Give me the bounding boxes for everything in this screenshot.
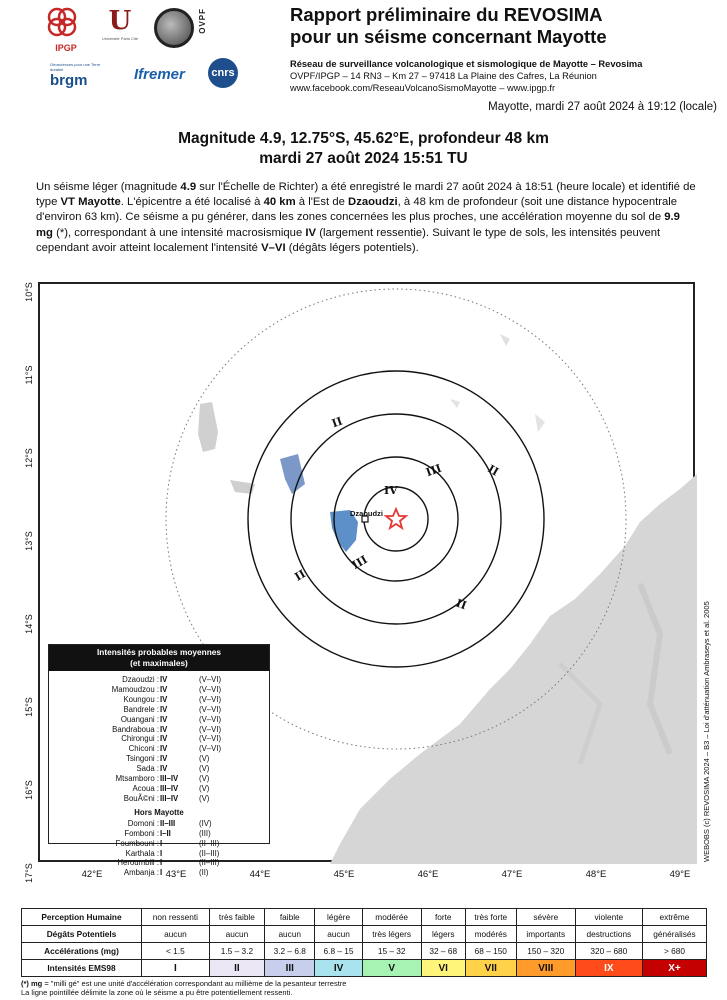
- scale-cell: très forte: [465, 909, 516, 926]
- legend-subtitle: Hors Mayotte: [134, 807, 184, 817]
- legend-name: Chirongui :: [121, 734, 159, 744]
- headline-magnitude: Magnitude 4.9, 12.75°S, 45.62°E, profondeur 48 km: [178, 130, 549, 147]
- scale-cell: sévère: [516, 909, 575, 926]
- ems-cell: VII: [465, 960, 516, 977]
- cnrs-logo: cnrs: [208, 58, 238, 88]
- scale-row: [22, 909, 707, 926]
- legend-val: IV: [160, 734, 168, 744]
- legend-name: Ambanja :: [123, 868, 159, 878]
- ring-II: [248, 371, 544, 667]
- legend-max: (V–VI): [199, 694, 222, 704]
- ems-cell: VIII: [516, 960, 575, 977]
- legend-row: [49, 784, 269, 794]
- scale-cell: très légers: [362, 926, 421, 943]
- ems-scale-table: [21, 908, 707, 977]
- scale-cell: 6.8 – 15: [315, 943, 362, 960]
- legend-val: IV: [160, 684, 168, 694]
- legend-row: [49, 794, 269, 804]
- legend-max: (V–VI): [199, 724, 222, 734]
- legend-name: Bandrele :: [123, 704, 159, 714]
- intensity-map: [0, 272, 727, 902]
- report-timestamp: Mayotte, mardi 27 août 2024 à 19:12 (locale): [488, 101, 717, 113]
- legend-val: I: [160, 838, 163, 848]
- ipgp-icon: [46, 6, 78, 38]
- ems-cell: II: [209, 960, 264, 977]
- legend-name: Acoua :: [132, 783, 159, 793]
- report-title-line2: pour un séisme concernant Mayotte: [290, 26, 607, 47]
- scale-cell: 68 – 150: [465, 943, 516, 960]
- ems-row-head: Intensités EMS98: [22, 960, 142, 977]
- legend-row: [49, 839, 269, 849]
- latitude-label: 12°S: [24, 448, 34, 468]
- network-name: Réseau de surveillance volcanologique et sismologique de Mayotte – Revosima: [290, 59, 643, 69]
- legend-name: Fomboni :: [124, 828, 159, 838]
- scale-cell: forte: [421, 909, 465, 926]
- upc-logo: [98, 6, 142, 56]
- ring-III-outer: [291, 414, 501, 624]
- upc-text: Université Paris Cité: [101, 36, 139, 41]
- longitude-label: 46°E: [417, 869, 439, 880]
- legend-row: [49, 849, 269, 859]
- longitude-label: 47°E: [501, 869, 523, 880]
- ems-cell: I: [142, 960, 210, 977]
- longitude-label: 43°E: [165, 869, 187, 880]
- ipgp-text: IPGP: [55, 43, 77, 53]
- legend-val: IV: [160, 764, 168, 774]
- legend-max: (V–VI): [199, 744, 222, 754]
- ring-label-ii-d: II: [454, 596, 469, 613]
- scale-cell: légère: [315, 909, 362, 926]
- legend-max: (V–VI): [199, 675, 222, 684]
- ems-cell: IX: [575, 960, 642, 977]
- legend-row: [49, 715, 269, 725]
- legend-val: IV: [160, 704, 168, 714]
- legend-name: Sada :: [136, 764, 159, 774]
- ems-cell: IV: [315, 960, 362, 977]
- legend-max: (II–III): [199, 848, 220, 858]
- ems-row: [22, 960, 707, 977]
- longitude-label: 42°E: [81, 869, 103, 880]
- legend-val: III–IV: [160, 774, 179, 784]
- longitude-label: 48°E: [585, 869, 607, 880]
- scale-cell: 3.2 – 6.8: [265, 943, 315, 960]
- legend-max: (V–VI): [199, 704, 222, 714]
- legend-val: II–III: [160, 818, 176, 828]
- legend-name: BouÃ©ni :: [123, 793, 159, 803]
- summary-paragraph: Un séisme léger (magnitude 4.9 sur l'Échelle de Richter) a été enregistré le mardi 27 août 2024 à 18:51 (heure locale) et identifié de type VT Mayotte. L'épicentre a été localisé à 40 km à l'Est de Dzaoudzi, à 48 km de profondeur (soit une distance hypocentrale d'environ 63 km). Ce séisme a pu générer, dans les zones concernées les plus proches, une accélération moyenne du sol de 9.9 mg (*), correspondant à une intensité macrosismique IV (largement ressentie). Suivant le type de sols, les intensités peuvent cependant avoir atteint localement l'intensité V–VI (dégâts légers potentiels).: [36, 181, 696, 254]
- legend-name: Koungou :: [123, 694, 159, 704]
- longitude-label: 45°E: [333, 869, 355, 880]
- grande-comore: [198, 402, 218, 452]
- ifremer-text: Ifremer: [134, 66, 185, 83]
- ring-label-ii-a: II: [330, 414, 345, 431]
- legend-val: I–II: [160, 828, 171, 838]
- legend-max: (V): [199, 783, 210, 793]
- legend-val: I: [160, 848, 163, 858]
- longitude-label: 44°E: [249, 869, 271, 880]
- latitude-label: 10°S: [24, 282, 34, 302]
- legend-name: Mtsamboro :: [115, 774, 159, 784]
- report-title-line1: Rapport préliminaire du REVOSIMA: [290, 4, 603, 25]
- ring-label-iii-b: III: [349, 553, 370, 572]
- ring-label-iii-a: III: [424, 461, 444, 480]
- ring-label-ii-b: II: [485, 462, 501, 479]
- legend-row: [49, 705, 269, 715]
- legend-max: (II): [199, 868, 209, 878]
- latitude-label: 16°S: [24, 780, 34, 800]
- legend-name: Foumbouni :: [115, 838, 159, 848]
- legend-name: Karthala :: [125, 848, 159, 858]
- legend-name: Mamoudzou :: [111, 684, 159, 694]
- legend-row: [49, 695, 269, 705]
- legend-val: I: [160, 858, 163, 868]
- legend-val: I: [160, 868, 163, 878]
- legend-name: Domoni :: [127, 818, 159, 828]
- scale-cell: aucun: [265, 926, 315, 943]
- legend-val: IV: [160, 675, 168, 684]
- epicenter-star: [386, 509, 406, 528]
- ems-cell: V: [362, 960, 421, 977]
- scale-row: [22, 926, 707, 943]
- scale-cell: 32 – 68: [421, 943, 465, 960]
- legend-max: (IV): [199, 818, 212, 828]
- footnote-mg: (*) mg = "milli gé" est une unité d'accélération correspondant au millième de la pesanteur terrestre: [21, 979, 347, 988]
- legend-name: Bandraboua :: [112, 724, 159, 734]
- scale-cell: modérée: [362, 909, 421, 926]
- scale-cell: aucun: [315, 926, 362, 943]
- latitude-label: 17°S: [24, 863, 34, 883]
- upc-icon: U: [108, 6, 132, 36]
- scale-cell: généralisés: [642, 926, 706, 943]
- legend-name: Ouangani :: [120, 714, 159, 724]
- social-links[interactable]: www.facebook.com/ReseauVolcanoSismoMayotte – www.ipgp.fr: [290, 83, 556, 93]
- legend-name: Chiconi :: [128, 744, 159, 754]
- footnotes: [21, 979, 346, 997]
- legend-max: (II–III): [199, 858, 220, 868]
- legend-val: IV: [160, 744, 168, 754]
- scale-cell: non ressenti: [142, 909, 210, 926]
- madagascar-land: [330, 474, 697, 864]
- address: OVPF/IPGP – 14 RN3 – Km 27 – 97418 La Plaine des Cafres, La Réunion: [290, 71, 597, 81]
- ems-cell: X+: [642, 960, 706, 977]
- scale-cell: extrême: [642, 909, 706, 926]
- scale-row: [22, 943, 707, 960]
- legend-row: [49, 819, 269, 829]
- scale-cell: modérés: [465, 926, 516, 943]
- legend-val: IV: [160, 724, 168, 734]
- scale-row-head: Accélérations (mg): [22, 943, 142, 960]
- legend-row: [49, 858, 269, 868]
- legend-row: [49, 725, 269, 735]
- ifremer-logo: [134, 66, 204, 88]
- legend-val: III–IV: [160, 793, 179, 803]
- legend-row: [49, 685, 269, 695]
- legend-max: (V–VI): [199, 734, 222, 744]
- scale-cell: > 680: [642, 943, 706, 960]
- legend-row: [49, 774, 269, 784]
- scale-cell: aucun: [142, 926, 210, 943]
- legend-row: [49, 829, 269, 839]
- scale-cell: très faible: [209, 909, 264, 926]
- latitude-label: 15°S: [24, 697, 34, 717]
- legend-val: III–IV: [160, 783, 179, 793]
- legend-max: (V–VI): [199, 684, 222, 694]
- scale-cell: faible: [265, 909, 315, 926]
- scale-cell: 320 – 680: [575, 943, 642, 960]
- legend-row: [49, 734, 269, 744]
- scale-cell: destructions: [575, 926, 642, 943]
- legend-max: (III): [199, 828, 211, 838]
- ipgp-logo: [46, 6, 86, 56]
- legend-name: Heroumbili :: [117, 858, 159, 868]
- legend-max: (V): [199, 793, 210, 803]
- legend-max: (V–VI): [199, 714, 222, 724]
- scale-cell: 15 – 32: [362, 943, 421, 960]
- legend-row: [49, 754, 269, 764]
- legend-max: (V): [199, 754, 210, 764]
- scale-cell: 1.5 – 3.2: [209, 943, 264, 960]
- scale-cell: < 1.5: [142, 943, 210, 960]
- legend-row: [49, 675, 269, 685]
- ovpf-logo: [154, 8, 216, 54]
- legend-val: IV: [160, 754, 168, 764]
- legend-title: Intensités probables moyennes (et maximales): [49, 645, 269, 671]
- report-title: [290, 4, 607, 48]
- legend-name: Dzaoudzi :: [122, 675, 159, 684]
- legend-row: [49, 744, 269, 754]
- map-credit: WEBOBS (c) REVOSIMA 2024 – B3 – Loi d'atténuation Ambraseys et al. 2005: [702, 601, 711, 862]
- ovpf-icon: [154, 8, 194, 48]
- legend-row: [49, 764, 269, 774]
- latitude-label: 11°S: [24, 365, 34, 385]
- longitude-label: 49°E: [669, 869, 691, 880]
- scale-row-head: Perception Humaine: [22, 909, 142, 926]
- scale-cell: 150 – 320: [516, 943, 575, 960]
- brgm-logo: [50, 62, 110, 88]
- legend-mayotte-rows: [49, 675, 269, 804]
- legend-val: IV: [160, 714, 168, 724]
- ems-cell: VI: [421, 960, 465, 977]
- brgm-subtitle: Géosciences pour une Terre durable: [50, 62, 101, 72]
- brgm-text: brgm: [50, 72, 88, 89]
- scale-cell: légers: [421, 926, 465, 943]
- ems-cell: III: [265, 960, 315, 977]
- legend-val: IV: [160, 694, 168, 704]
- footnote-dotted: La ligne pointillée délimite la zone où le séisme a pu être potentiellement ressenti.: [21, 988, 293, 997]
- scale-cell: aucun: [209, 926, 264, 943]
- scale-row-head: Dégâts Potentiels: [22, 926, 142, 943]
- ring-label-iv: IV: [384, 484, 398, 497]
- headline-datetime: mardi 27 août 2024 15:51 TU: [259, 150, 468, 167]
- dzaoudzi-label: Dzaoudzi: [350, 509, 383, 518]
- ovpf-text: OVPF: [198, 8, 207, 34]
- latitude-label: 13°S: [24, 531, 34, 551]
- legend-max: (V): [199, 764, 210, 774]
- legend-max: (V): [199, 774, 210, 784]
- scale-cell: violente: [575, 909, 642, 926]
- logo-block: [46, 6, 235, 90]
- ring-label-ii-c: II: [292, 567, 308, 584]
- scale-cell: importants: [516, 926, 575, 943]
- latitude-label: 14°S: [24, 614, 34, 634]
- legend-max: (II–III): [199, 838, 220, 848]
- legend-name: Tsingoni :: [126, 754, 159, 764]
